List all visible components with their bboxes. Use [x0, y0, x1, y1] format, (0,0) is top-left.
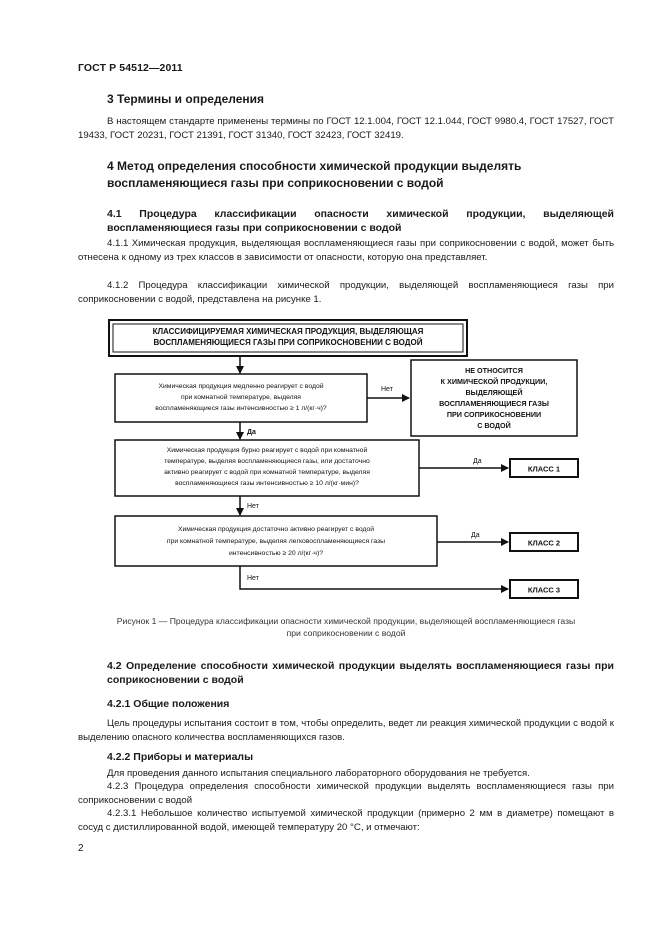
not-class-line-4: ВОСПЛАМЕНЯЮЩИЕСЯ ГАЗЫ — [439, 399, 549, 408]
q3-no-label: Нет — [247, 575, 259, 582]
q1-line-3: воспламеняющиеся газы интенсивностью ≥ 1 л/(кг·ч)? — [155, 405, 327, 412]
not-class-line-3: ВЫДЕЛЯЮЩЕЙ — [465, 388, 523, 397]
not-class-line-6: С ВОДОЙ — [477, 421, 511, 430]
not-class-line-5: ПРИ СОПРИКОСНОВЕНИИ — [446, 410, 542, 419]
q3-line-2: при комнатной температуре, выделяя легковоспламеняющиеся газы — [166, 538, 386, 545]
q3-line-1: Химическая продукция достаточно активно реагирует с водой — [177, 526, 375, 533]
section-4-2-title: 4.2 Определение способности химической продукции выделять воспламеняющиеся газы при соприкосновении с водой — [107, 660, 614, 686]
q3-yes-label: Да — [471, 532, 480, 539]
paragraph-4-2-2: Для проведения данного испытания специального лабораторного оборудования не требуется. — [107, 768, 530, 779]
class-2-label: КЛАСС 2 — [527, 538, 561, 548]
flowchart-start-box — [109, 320, 467, 356]
paragraph-4-2-3: 4.2.3 Процедура определения способности химической продукции выделять воспламеняющиеся газы при соприкосновении с водой — [78, 781, 614, 806]
q2-line-2: температуре, выделяя воспламеняющиеся газы, или достаточно — [164, 458, 370, 465]
class-3-label: КЛАСС 3 — [527, 585, 561, 595]
class-1-label: КЛАСС 1 — [527, 464, 561, 474]
not-class-line-1: НЕ ОТНОСИТСЯ — [465, 366, 523, 375]
paragraph-4-2-1: Цель процедуры испытания состоит в том, чтобы определить, ведет ли реакция химической продукции с водой к выделению опасного количества воспламеняющихся газов. — [78, 718, 614, 743]
q1-yes-label: Да — [247, 429, 256, 436]
not-class-line-2: К ХИМИЧЕСКОЙ ПРОДУКЦИИ, — [440, 377, 548, 386]
paragraph-4-1-1: 4.1.1 Химическая продукция, выделяющая воспламеняющиеся газы при соприкосновении с водой, может быть отнесена к одному из трех классов в зависимости от опасности, которую она представляет. — [78, 238, 614, 263]
q3-line-3: интенсивностью ≥ 20 л/(кг·ч)? — [229, 550, 323, 557]
start-box-line-1: КЛАССИФИЦИРУЕМАЯ ХИМИЧЕСКАЯ ПРОДУКЦИЯ, ВЫДЕЛЯЮЩАЯ — [152, 327, 424, 336]
flowchart-figure — [95, 318, 615, 608]
class-3-box — [510, 580, 578, 598]
paragraph-4-1-2: 4.1.2 Процедура классификации химической продукции, выделяющей воспламеняющиеся газы при соприкосновении с водой, представлена на рисунке 1. — [78, 280, 614, 305]
q1-line-1: Химическая продукция медленно реагирует с водой — [158, 383, 324, 390]
class-2-box — [510, 533, 578, 551]
q1-line-2: при комнатной температуре, выделяя — [181, 394, 301, 401]
q1-no-label: Нет — [381, 386, 393, 393]
q2-yes-label: Да — [473, 458, 482, 465]
question-2-box — [115, 440, 419, 496]
section-3-text: В настоящем стандарте применены термины по ГОСТ 12.1.004, ГОСТ 12.1.044, ГОСТ 9980.4, ГОСТ 17527, ГОСТ 19433, ГОСТ 20231, ГОСТ 21391, ГОСТ 31340, ГОСТ 32423, ГОСТ 32419. — [78, 116, 614, 141]
not-classified-box — [411, 360, 577, 436]
q2-no-label: Нет — [247, 503, 259, 510]
section-4-2-1-title: 4.2.1 Общие положения — [107, 698, 230, 710]
q2-line-4: воспламеняющиеся газы интенсивностью ≥ 10 л/(кг·мин)? — [175, 480, 359, 487]
q2-line-1: Химическая продукция бурно реагирует с водой при комнатной — [166, 447, 368, 454]
class-1-box — [510, 459, 578, 477]
figure-caption — [70, 615, 622, 639]
section-4-2-2-title: 4.2.2 Приборы и материалы — [107, 751, 254, 763]
paragraph-4-2-3-1: 4.2.3.1 Небольшое количество испытуемой химической продукции (примерно 2 мм в диаметре) помещают в сосуд с дистиллированной водой, имеющей температуру 20 °С, и отмечают: — [78, 808, 614, 833]
start-box-line-2: ВОСПЛАМЕНЯЮЩИЕСЯ ГАЗЫ ПРИ СОПРИКОСНОВЕНИИ С ВОДОЙ — [153, 338, 423, 347]
section-4-title: 4 Метод определения способности химической продукции выделять воспламеняющиеся газы при соприкосновении с водой — [107, 159, 522, 190]
question-3-box — [115, 516, 437, 566]
figure-caption-line-1: Рисунок 1 — Процедура классификации опасности химической продукции, выделяющей воспламеняющиеся газы — [116, 616, 576, 626]
q2-line-3: активно реагирует с водой при комнатной температуре, выделяя — [164, 469, 370, 476]
document-header: ГОСТ Р 54512—2011 — [78, 62, 183, 74]
flowchart-svg — [95, 318, 615, 608]
arrow-q3-no — [240, 566, 508, 589]
section-3-title: 3 Термины и определения — [107, 92, 265, 106]
figure-caption-line-2: при соприкосновении с водой — [286, 628, 406, 638]
section-4-1-title: 4.1 Процедура классификации опасности химической продукции, выделяющей воспламеняющиеся газы при соприкосновении с водой — [107, 208, 614, 234]
question-1-box — [115, 374, 367, 422]
page-number: 2 — [78, 843, 84, 854]
